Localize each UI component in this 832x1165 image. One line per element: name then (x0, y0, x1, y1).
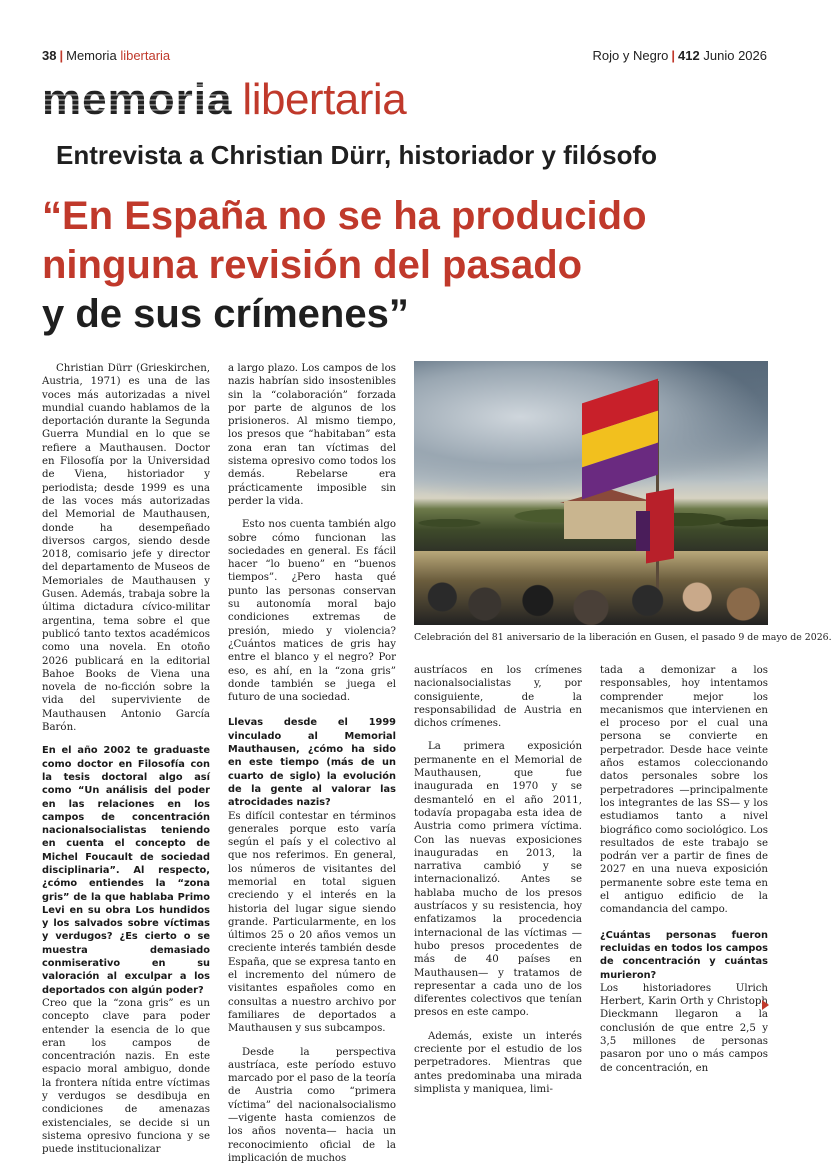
text-column-2 (228, 362, 396, 1165)
intro-paragraph: Christian Dürr (Grieskirchen, Austria, 1971) es una de las voces más autorizadas a nivel mundial cuando hablamos de la deportación durante la Segunda Guerra Mundial en lo que se refiere a Mauthausen. Doctor en Filosofía por la Universidad de Viena, historiador y periodista; desde 1999 es una de las voces más autorizadas del Memorial de Mauthausen, donde ha desempeñado diversos cargos, siendo desde 2018, comisario jefe y director del departamento de Museos de Memoriales de Mauthausen y Gusen. Además, trabaja sobre la última dictadura cívico-militar argentina, tema sobre el que publicó tanto textos académicos como una novela. En otoño 2026 publicará en la editorial Bahoe Books de Viena una novela de no-ficción sobre la vida del superviviente de Mauthausen Antonio García Barón. (42, 363, 210, 734)
section-name: Memoria (66, 48, 117, 63)
issue-number: 412 (678, 48, 700, 63)
continue-arrow-icon (762, 1000, 769, 1010)
article-photo (414, 361, 768, 625)
page-number: 38 (42, 48, 57, 63)
column-3-paragraph-1: austríacos en los crímenes nacionalsocialistas y, por consiguiente, de la responsabilidad de Austria en dichos crímenes. (414, 665, 582, 730)
issue-date: Junio 2026 (703, 48, 767, 63)
column-2-paragraph-2: Esto nos cuenta también algo sobre cómo funcionan las sociedades en general. Es fácil hacer “lo bueno” en “buenos tiempos”. ¿Pero hasta qué punto las personas conservan su autonomía moral bajo condiciones extremas de presión, miedo y violencia? ¿Cuántos matices de gris hay entre el blanco y el negro? Por eso, es ahí, en la “zona gris” donde también se juega el futuro de una sociedad. (228, 519, 396, 704)
page-header-left (42, 48, 170, 63)
photo-crowd (414, 555, 768, 625)
section-title-word1: memoria (42, 75, 233, 124)
header-separator: | (59, 48, 64, 63)
column-4-paragraph-1: tada a demonizar a los responsables, hoy intentamos comprender mejor los mecanismos que intervienen en el proceso por el cual una persona se convierte en perpetrador. Desde hace veinte años estamos coleccionando datos personales sobre los perpetradores —principalmente los integrantes de las SS— y los estudiamos tanto a nivel biográfico como sociológico. Los resultados de este trabajo se podrán ver a partir de fines de 2027 en una nueva exposición permanente sobre este tema en el antiguo edificio de la comandancia del campo. (600, 665, 769, 916)
purple-banner (636, 511, 650, 551)
question-1: En el año 2002 te graduaste como doctor en Filosofía con la tesis doctoral algo así como “Un análisis del poder en las relaciones en los campos de concentración nacionalsocialistas teniendo en cuenta el concepto de Michel Foucault de sociedad disciplinaria”. Al respecto, ¿cómo entiendes la “zona gris” de la que hablaba Primo Levi en su obra Los hundidos y los salvados sobre víctimas y verdugos? ¿Es cierto o se muestra demasiado conmiserativo en su valoración al exculpar a los deportados con algún poder? (42, 745, 210, 996)
answer-1: Creo que la “zona gris” es un concepto clave para poder entender la esencia de lo que eran los campos de concentración nazis. En este espacio moral ambiguo, donde la frontera nítida entre víctimas y verdugos se desdibuja en condiciones de amenazas existenciales, se decide si un sistema opresivo funciona y se puede institucionalizar (42, 997, 210, 1156)
answer-3: Los historiadores Ulrich Herbert, Karin Orth y Christoph Dieckmann llegaron a la conclusión de que entre 2,5 y 3,5 millones de personas pasaron por uno o más campos de concentración, en (600, 982, 768, 1074)
text-column-3 (414, 664, 582, 1096)
headline-line-1: “En España no se ha producido (42, 194, 647, 238)
section-title (42, 74, 406, 126)
text-column-1 (42, 362, 210, 1157)
article-headline (42, 192, 782, 339)
headline-line-2: ninguna revisión del pasado (42, 243, 583, 287)
page-header-right (593, 48, 767, 63)
red-banner (646, 489, 674, 564)
question-2: Llevas desde el 1999 vinculado al Memorial Mauthausen, ¿cómo ha sido en este tiempo (más de un cuarto de siglo) la evolución de la gente al valorar las atrocidades nazis? (228, 717, 396, 809)
answer-2-paragraph-2: Desde la perspectiva austríaca, este período estuvo marcado por el paso de la teoría de Austria como “primera víctima” del nacionalsocialismo —vigente hasta comienzos de los años noventa— hacia un reconocimiento oficial de la implicación de muchos (228, 1046, 396, 1164)
article-subtitle: Entrevista a Christian Dürr, historiador y filósofo (56, 140, 658, 170)
photo-caption: Celebración del 81 aniversario de la liberación en Gusen, el pasado 9 de mayo de 2026. (414, 632, 832, 643)
publication-name: Rojo y Negro (592, 48, 669, 63)
question-3: ¿Cuántas personas fueron recluidas en todos los campos de concentración y cuántas murieron? (600, 929, 768, 981)
headline-line-3: y de sus crímenes” (42, 292, 409, 336)
section-title-word2: libertaria (242, 75, 407, 124)
header-separator: | (671, 48, 676, 63)
column-3-paragraph-2: La primera exposición permanente en el Memorial de Mauthausen, que fue inaugurada en 1970 y se desmanteló en el año 2011, todavía propagaba esta idea de Austria como primera víctima. Con las nuevas exposiciones inauguradas en 2013, la narrativa cambió y se internacionalizó. Antes se hablaba mucho de los presos austríacos y su resistencia, hoy enfatizamos la procedencia internacional de las víctimas —hubo presos procedentes de más de 40 países en Mauthausen— y tratamos de representar a cada uno de los diferentes colectivos que tenían presos en este campo. (414, 741, 582, 1019)
column-2-paragraph-1: a largo plazo. Los campos de los nazis habrían sido insostenibles sin la “colaboración” forzada por parte de algunos de los prisioneros. Al mismo tiempo, los presos que “habitaban” esta zona eran tan víctimas del sistema opresivo como todos los demás. Rebelarse era prácticamente imposible sin perder la vida. (228, 363, 396, 507)
column-3-paragraph-3: Además, existe un interés creciente por el estudio de los perpetradores. Mientras que antes predominaba una mirada simplista y maniquea, limi- (414, 1030, 582, 1095)
section-name-accent: libertaria (120, 48, 171, 63)
text-column-4 (600, 664, 768, 1075)
answer-2-paragraph-1: Es difícil contestar en términos generales porque esto varía según el país y el colectivo al que nos referimos. En general, los números de visitantes del memorial en total siguen creciendo y el interés en la historia del lugar sigue siendo grande. Particularmente, en los últimos 25 o 20 años vemos un creciente interés también desde España, que se expresa tanto en el incremento del número de visitantes españoles como en consultas a nuestro archivo por familiares de deportados a Mauthausen y sus subcampos. (228, 810, 396, 1035)
